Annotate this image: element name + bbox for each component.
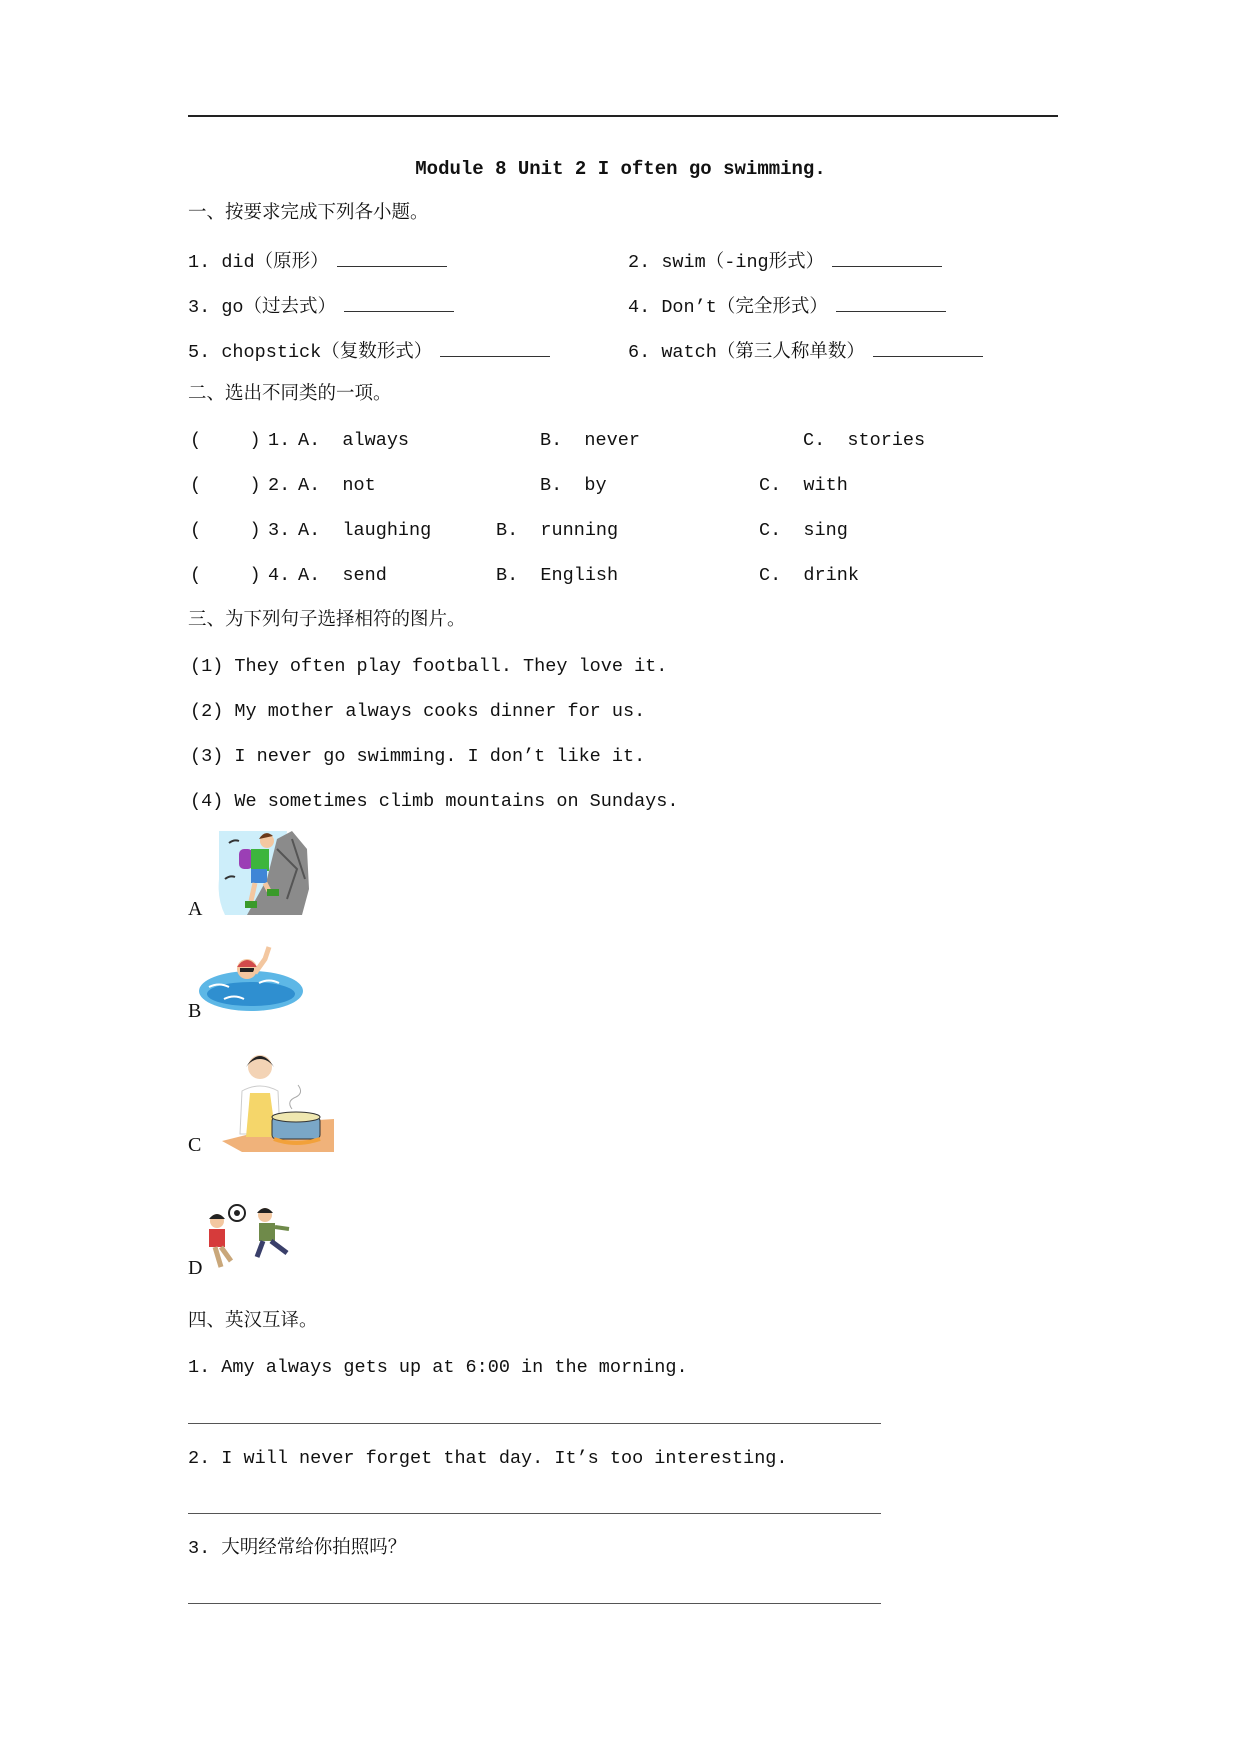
option-b: B. by [540, 475, 607, 496]
cooking-picture [222, 1049, 334, 1152]
answer-blank[interactable] [344, 293, 454, 312]
option-c: C. with [759, 475, 848, 496]
option-c: C. stories [803, 430, 926, 451]
option-b: B. never [540, 430, 640, 451]
question-number: 4. [268, 565, 291, 586]
fill-item-1 [188, 248, 447, 275]
section2-heading: 二、选出不同类的一项。 [188, 384, 392, 405]
answer-line-3[interactable] [188, 1603, 881, 1604]
answer-paren[interactable]: ( ) [190, 520, 259, 541]
answer-paren[interactable]: ( ) [190, 475, 259, 496]
sentence-1: (1) They often play football. They love it. [190, 656, 668, 677]
section4-heading: 四、英汉互译。 [188, 1311, 318, 1332]
picture-label-b: B [188, 1000, 202, 1022]
picture-label-a: A [188, 898, 203, 920]
answer-blank[interactable] [873, 338, 983, 357]
answer-line-1[interactable] [188, 1423, 881, 1424]
fill-item-3 [188, 293, 454, 320]
option-a: A. always [298, 430, 410, 451]
header-rule [188, 115, 1058, 117]
option-b: B. English [496, 565, 619, 586]
answer-paren[interactable]: ( ) [190, 565, 259, 586]
item-number: 4. [628, 297, 651, 318]
item-number: 1. [188, 252, 211, 273]
answer-blank[interactable] [832, 248, 942, 267]
fill-item-6 [628, 338, 983, 365]
answer-blank[interactable] [440, 338, 550, 357]
section1-heading: 一、按要求完成下列各小题。 [188, 203, 429, 224]
fill-item-2 [628, 248, 942, 275]
picture-label-c: C [188, 1134, 202, 1156]
item-number: 3. [188, 297, 211, 318]
option-b: B. running [496, 520, 619, 541]
answer-paren[interactable]: ( ) [190, 430, 259, 451]
sentence-3: (3) I never go swimming. I don’t like it. [190, 746, 646, 767]
section3-heading: 三、为下列句子选择相符的图片。 [188, 610, 466, 631]
picture-label-d: D [188, 1257, 203, 1279]
item-text: go（过去式） [221, 297, 337, 318]
item-text: Don’t（完全形式） [661, 297, 828, 318]
item-text: swim（-ing形式） [661, 252, 825, 273]
answer-line-2[interactable] [188, 1513, 881, 1514]
option-c: C. sing [759, 520, 848, 541]
item-text: watch（第三人称单数） [661, 342, 865, 363]
sentence-4: (4) We sometimes climb mountains on Sundays. [190, 791, 679, 812]
item-number: 6. [628, 342, 651, 363]
translate-item-1: 1. Amy always gets up at 6:00 in the morning. [188, 1357, 688, 1378]
sentence-2: (2) My mother always cooks dinner for us. [190, 701, 646, 722]
question-number: 1. [268, 430, 291, 451]
option-a: A. laughing [298, 520, 432, 541]
option-c: C. drink [759, 565, 859, 586]
item-number: 5. [188, 342, 211, 363]
item-text: did（原形） [221, 252, 329, 273]
fill-item-4 [628, 293, 946, 320]
translate-item-3: 3. 大明经常给你拍照吗？ [188, 1538, 407, 1559]
swimming-picture [199, 939, 304, 1018]
answer-blank[interactable] [836, 293, 946, 312]
question-number: 3. [268, 520, 291, 541]
item-text: chopstick（复数形式） [221, 342, 433, 363]
mountain-climbing-picture [217, 829, 315, 915]
translate-item-2: 2. I will never forget that day. It’s too interesting. [188, 1448, 788, 1469]
option-a: A. send [298, 565, 387, 586]
fill-item-5 [188, 338, 550, 365]
option-a: A. not [298, 475, 376, 496]
item-number: 2. [628, 252, 651, 273]
answer-blank[interactable] [337, 248, 447, 267]
football-picture [199, 1193, 306, 1275]
question-number: 2. [268, 475, 291, 496]
page-title: Module 8 Unit 2 I often go swimming. [415, 158, 826, 180]
